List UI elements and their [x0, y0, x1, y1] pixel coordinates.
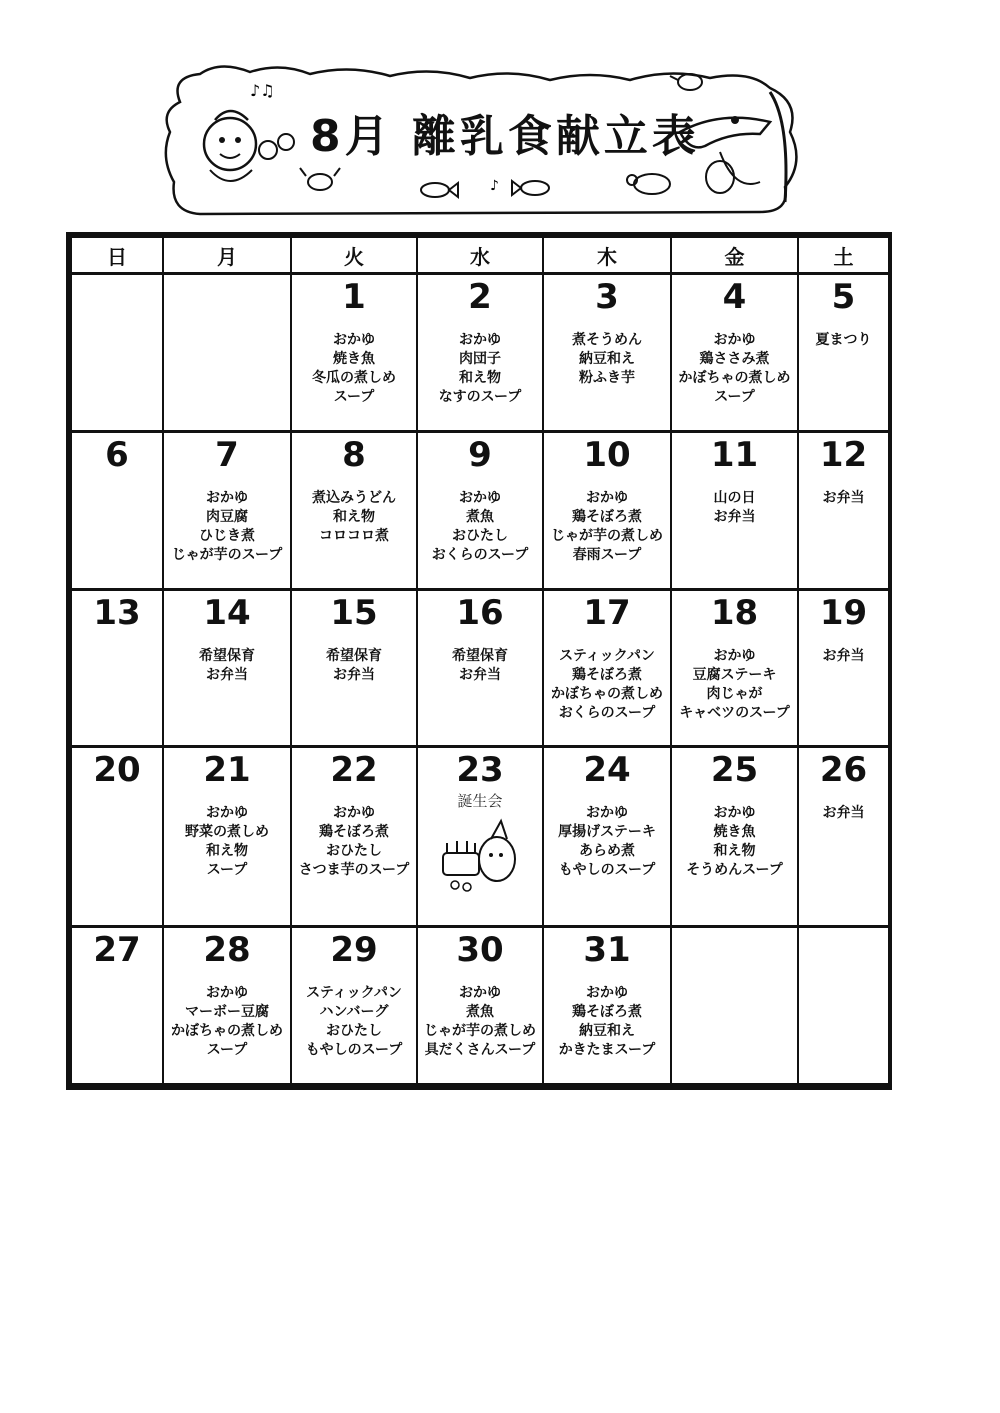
menu-list	[164, 804, 290, 880]
menu-item: おくらのスープ	[431, 546, 529, 563]
menu-list	[418, 489, 542, 565]
menu-list	[292, 804, 416, 880]
day-number: 8	[342, 434, 366, 475]
menu-item: おかゆ	[586, 805, 628, 822]
menu-item: 山の日	[713, 489, 756, 506]
day-number: 26	[819, 750, 868, 791]
menu-item: 煮魚	[466, 508, 494, 525]
day-number: 7	[215, 434, 239, 475]
calendar-day-cell	[417, 927, 543, 1085]
menu-list	[418, 331, 542, 407]
menu-item: ひじき煮	[199, 527, 255, 544]
weekday-header-row	[71, 237, 889, 274]
menu-item: おかゆ	[459, 985, 501, 1002]
calendar-day-cell	[291, 589, 417, 747]
menu-item: 肉団子	[459, 351, 501, 367]
menu-item: 鶏そぼろ煮	[572, 666, 642, 683]
calendar-day-cell	[671, 589, 798, 747]
menu-item: 鶏そぼろ煮	[572, 508, 642, 525]
monkey-icon	[204, 111, 294, 181]
menu-item: 希望保育	[452, 647, 508, 664]
calendar-day-cell	[798, 927, 889, 1085]
menu-item: キャベツのスープ	[679, 704, 790, 721]
menu-list	[292, 331, 416, 407]
calendar-day-cell	[163, 274, 291, 432]
menu-list	[544, 647, 670, 723]
calendar-day-cell	[417, 589, 543, 747]
menu-list	[292, 984, 416, 1060]
crab-icon	[300, 168, 340, 190]
day-number: 22	[330, 750, 378, 791]
menu-item: 和え物	[459, 370, 501, 386]
menu-item: スープ	[206, 862, 248, 879]
calendar-day-cell	[71, 589, 163, 747]
menu-item: お弁当	[822, 647, 865, 664]
day-number: 13	[93, 592, 141, 633]
menu-item: 鶏ささみ煮	[699, 351, 770, 367]
day-number: 5	[831, 277, 856, 317]
menu-item: おかゆ	[333, 332, 375, 348]
title-banner	[160, 62, 805, 222]
menu-item: お弁当	[206, 666, 248, 683]
menu-item: じゃが芋の煮しめ	[551, 527, 663, 544]
calendar-day-cell	[291, 927, 417, 1085]
menu-item: 希望保育	[199, 647, 255, 664]
menu-item: 冬瓜の煮しめ	[312, 370, 396, 386]
menu-item: おかゆ	[713, 647, 756, 664]
day-number: 18	[710, 592, 759, 633]
menu-list	[164, 984, 290, 1060]
menu-list	[799, 804, 888, 823]
calendar-day-cell	[417, 431, 543, 589]
calendar-day-cell	[543, 747, 671, 927]
menu-item: 和え物	[206, 843, 248, 860]
day-number: 15	[330, 592, 378, 633]
menu-item: お弁当	[459, 666, 501, 683]
weekday-sat: 土	[798, 237, 889, 274]
menu-item: 厚揚げステーキ	[558, 824, 656, 841]
menu-list	[292, 489, 416, 546]
music-note-icon: ♪	[490, 178, 499, 194]
calendar-week-row	[71, 927, 889, 1085]
day-number: 12	[819, 434, 868, 475]
menu-list	[672, 489, 797, 527]
menu-item: おかゆ	[206, 985, 248, 1002]
day-number: 21	[203, 750, 251, 791]
calendar-day-cell	[671, 747, 798, 927]
menu-list	[544, 331, 670, 388]
calendar-day-cell	[417, 274, 543, 432]
menu-item: おかゆ	[459, 332, 501, 348]
menu-item: おくらのスープ	[558, 704, 656, 721]
calendar-week-row	[71, 747, 889, 927]
menu-item: 煮そうめん	[572, 332, 642, 348]
menu-item: お弁当	[333, 666, 375, 683]
menu-item: スープ	[714, 389, 755, 405]
menu-item: 和え物	[713, 843, 756, 860]
menu-item: なすのスープ	[438, 389, 522, 405]
menu-item: ハンバーグ	[319, 1004, 389, 1021]
calendar-day-cell	[671, 274, 798, 432]
menu-item: 焼き魚	[333, 351, 375, 367]
menu-item: かぼちゃの煮しめ	[171, 1023, 283, 1040]
calendar-day-cell	[798, 431, 889, 589]
calendar-day-cell	[417, 747, 543, 927]
menu-item: 希望保育	[326, 647, 382, 664]
calendar-day-cell	[71, 274, 163, 432]
calendar-day-cell	[798, 274, 889, 432]
menu-item: じゃが芋の煮しめ	[424, 1023, 536, 1040]
calendar-day-cell	[543, 274, 671, 432]
day-number: 27	[93, 930, 141, 971]
menu-item: お弁当	[822, 489, 865, 506]
day-number: 19	[819, 592, 868, 633]
menu-list	[292, 647, 416, 685]
day-number: 10	[583, 434, 631, 475]
day-number: 14	[203, 592, 251, 633]
calendar-day-cell	[291, 431, 417, 589]
menu-item: スープ	[333, 389, 375, 405]
calendar-day-cell	[71, 747, 163, 927]
bird-icon	[670, 74, 702, 90]
calendar-day-cell	[671, 431, 798, 589]
menu-item: かぼちゃの煮しめ	[678, 370, 791, 386]
menu-item: もやしのスープ	[558, 862, 656, 879]
menu-list	[164, 489, 290, 565]
birthday-cake-icon	[435, 815, 525, 895]
day-number: 3	[595, 277, 619, 317]
menu-list	[418, 647, 542, 685]
menu-item: さつま芋のスープ	[298, 862, 410, 879]
calendar-day-cell	[291, 274, 417, 432]
menu-item: 肉じゃが	[706, 685, 763, 702]
day-number: 16	[456, 592, 504, 633]
menu-item: 焼き魚	[713, 824, 756, 841]
calendar-day-cell	[163, 431, 291, 589]
calendar-day-cell	[543, 927, 671, 1085]
menu-item: 夏まつり	[815, 332, 872, 348]
calendar-day-cell	[71, 927, 163, 1085]
menu-list	[672, 804, 797, 880]
calendar-week-row	[71, 274, 889, 432]
menu-item: もやしのスープ	[305, 1042, 403, 1059]
calendar-week-row	[71, 589, 889, 747]
menu-item: スープ	[206, 1042, 248, 1059]
music-note-icon: ♪♫	[250, 81, 275, 100]
menu-item: かきたまスープ	[558, 1042, 656, 1059]
menu-item: おひたし	[452, 527, 508, 544]
day-number: 23	[456, 750, 504, 791]
menu-list	[418, 984, 542, 1060]
menu-list	[544, 489, 670, 565]
calendar-day-cell	[798, 589, 889, 747]
menu-item: おかゆ	[206, 489, 248, 506]
menu-item: おひたし	[326, 843, 382, 860]
day-number: 25	[710, 750, 759, 791]
menu-list	[672, 647, 797, 723]
day-number: 9	[468, 434, 492, 475]
menu-list	[799, 489, 888, 508]
menu-item: 煮込みうどん	[312, 489, 396, 506]
menu-list	[164, 647, 290, 685]
menu-item: 和え物	[333, 508, 375, 525]
menu-item: 肉豆腐	[206, 508, 248, 525]
menu-item: 具だくさんスープ	[424, 1042, 536, 1059]
day-number: 11	[710, 434, 759, 475]
palm-tree-icon	[770, 92, 786, 202]
day-number: 31	[583, 930, 631, 971]
calendar-day-cell	[71, 431, 163, 589]
calendar-day-cell	[543, 431, 671, 589]
calendar-day-cell	[163, 927, 291, 1085]
page-title: 8月 離乳食献立表	[310, 111, 700, 162]
menu-item: スティックパン	[306, 985, 402, 1002]
calendar-day-cell	[798, 747, 889, 927]
menu-item: 粉ふき芋	[579, 370, 635, 386]
menu-item: おかゆ	[586, 985, 628, 1002]
day-number: 29	[330, 930, 378, 971]
day-number: 24	[583, 750, 631, 791]
calendar-day-cell	[163, 589, 291, 747]
day-number: 20	[93, 750, 141, 791]
calendar-day-cell	[671, 927, 798, 1085]
calendar-day-cell	[291, 747, 417, 927]
menu-item: おひたし	[326, 1023, 382, 1040]
menu-list	[544, 804, 670, 880]
menu-item: 煮魚	[466, 1004, 494, 1021]
menu-item: おかゆ	[459, 489, 501, 506]
calendar-day-cell	[543, 589, 671, 747]
menu-item: おかゆ	[206, 805, 248, 822]
day-number: 28	[203, 930, 251, 971]
menu-item: おかゆ	[586, 489, 628, 506]
menu-list	[672, 331, 797, 407]
menu-item: かぼちゃの煮しめ	[551, 685, 663, 702]
day-number: 30	[456, 930, 504, 971]
weekday-mon: 月	[163, 237, 291, 274]
menu-item: 鶏そぼろ煮	[319, 824, 389, 841]
menu-item: おかゆ	[713, 805, 756, 822]
menu-item: マーボー豆腐	[185, 1004, 269, 1021]
menu-item: 納豆和え	[579, 351, 635, 367]
menu-item: 鶏そぼろ煮	[572, 1004, 642, 1021]
menu-item: おかゆ	[333, 805, 375, 822]
weekday-thu: 木	[543, 237, 671, 274]
menu-item: じゃが芋のスープ	[171, 546, 283, 563]
menu-list	[799, 331, 888, 350]
fish-icon	[421, 181, 549, 197]
weekday-sun: 日	[71, 237, 163, 274]
calendar-table	[70, 236, 890, 1086]
menu-item: おかゆ	[713, 332, 756, 348]
day-number: 4	[722, 277, 747, 317]
menu-item: お弁当	[713, 508, 756, 525]
menu-item: 野菜の煮しめ	[185, 824, 269, 841]
calendar-day-cell	[163, 747, 291, 927]
weekday-tue: 火	[291, 237, 417, 274]
weekday-fri: 金	[671, 237, 798, 274]
menu-item: そうめんスープ	[686, 862, 783, 879]
calendar-week-row	[71, 431, 889, 589]
menu-item: コロコロ煮	[319, 527, 389, 544]
day-number: 6	[105, 434, 129, 475]
menu-list	[544, 984, 670, 1060]
event-label: 誕生会	[457, 792, 503, 811]
day-number: 1	[342, 277, 366, 317]
menu-item: 豆腐ステーキ	[692, 666, 777, 683]
menu-list	[799, 647, 888, 666]
menu-calendar	[66, 232, 892, 1090]
weekday-wed: 水	[417, 237, 543, 274]
menu-item: お弁当	[822, 805, 865, 822]
menu-item: 納豆和え	[579, 1023, 635, 1040]
turtle-icon	[627, 174, 670, 194]
menu-item: あらめ煮	[579, 843, 635, 860]
menu-item: スティックパン	[559, 647, 655, 664]
menu-item: 春雨スープ	[572, 546, 642, 563]
day-number: 17	[583, 592, 631, 633]
day-number: 2	[468, 277, 492, 317]
